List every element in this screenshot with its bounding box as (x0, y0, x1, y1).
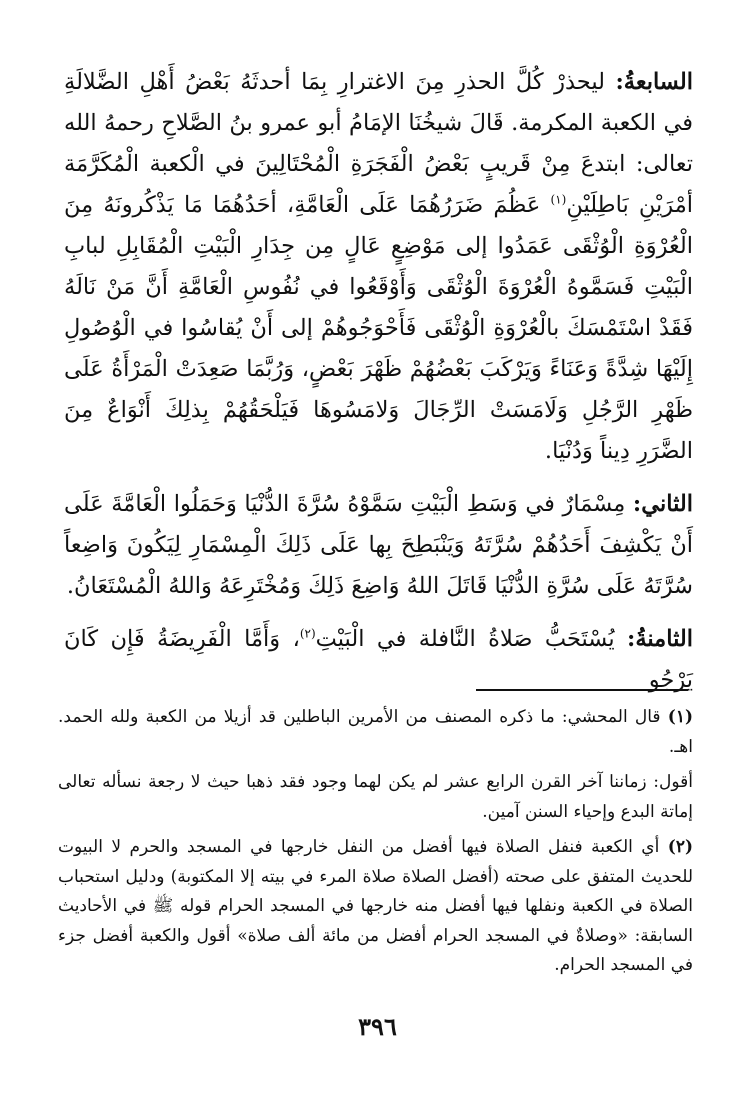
main-text (64, 62, 693, 713)
footnote-number: (٢) (667, 837, 693, 857)
footnote-text: قال المحشي: ما ذكره المصنف من الأمرين الباطلين قد أزيلا من الكعبة ولله الحمد. اهـ. (58, 707, 693, 757)
paragraph-lead: السابعةُ: (615, 69, 693, 95)
footnote-ref-2[interactable]: (٢) (299, 626, 316, 641)
footnote-1-comment (58, 768, 693, 827)
footnote-text: أي الكعبة فنفل الصلاة فيها أفضل من النفل خارجها في المسجد والحرم لا البيوت للحديث المتفق على صحته (أفضل الصلاة صلاة المرء في بيته إلا المكتوبة) ودليل استحباب الصلاة في الكعبة ونفلها فيها أفضل منه خارجها في المسجد الحرام قوله ﷺ في الأحاديث السابقة: «وصلاةٌ في المسجد الحرام أفضل من مائة ألف صلاة» أقول والكعبة أفضل جزء في المسجد الحرام. (58, 837, 693, 975)
page-number: ٣٩٦ (358, 1012, 397, 1041)
paragraph-text: يُسْتَحَبُّ صَلاةُ النَّافلة في الْبَيْتِ (315, 626, 628, 652)
paragraph-text-continued: عَظُمَ ضَرَرُهُمَا عَلَى الْعَامَّةِ، أحَدُهُمَا مَا يَذْكُرونَهُ مِنَ الْعُرْوَةِ الْوُثْقَى عَمَدُوا إلى مَوْضِعٍ عَالٍ مِن جِدَارِ الْبَيْتِ الْمُقَابِلِ لبابِ الْبَيْتِ فَسَمَّوهُ الْعُرْوَةَ الْوُثْقَى وَأَوْقَعُوا في نُفُوسِ الْعَامَّةِ أَنَّ مَنْ نَالَهُ فَقَدْ اسْتَمْسَكَ بالْعُرْوَةِ الْوُثْقَى فَأَحْوَجُوهُمْ إلى أَنْ يُقاسُوا في الْوُصُولِ إِلَيْهَا شِدَّةً وَعَنَاءً وَيَرْكَبَ بَعْضُهُمْ ظَهْرَ بَعْضٍ، وَرُبَّمَا صَعِدَتْ الْمَرْأَةُ عَلَى ظَهْرِ الرَّجُلِ وَلَامَسَتْ الرِّجَالَ وَلامَسُوهَا فَيَلْحَقُهُمْ بِذلِكَ أَنْوَاعٌ مِنَ الضَّرَرِ دِيناً وَدُنْيَا. (64, 192, 693, 464)
footnote-separator (476, 689, 688, 691)
paragraph-text-continued: ، وَأَمَّا الْفَرِيضَةُ فَإِن كَانَ يَرْجُو (64, 626, 693, 693)
footnote-2 (58, 833, 693, 981)
footnote-ref-1[interactable]: (١) (550, 192, 567, 207)
paragraph-text: ليحذرْ كُلَّ الحذرِ مِنَ الاغترارِ بِمَا أحدثَهُ بَعْضُ أَهْلِ الضَّلالَةِ في الكعبة المكرمة. قَالَ شيخُنَا الإمَامُ أبو عمرو بنُ الصَّلاحِ رحمهُ الله تعالى: ابتدعَ مِنْ قَريبٍ بَعْضُ الْفَجَرَةِ الْمُحْتَالِينَ في الْكعبة الْمُكَرَّمَة أمْرَيْنِ بَاطِلَيْنِ (64, 69, 694, 218)
paragraph-text: مِسْمَارٌ في وَسَطِ الْبَيْتِ سَمَّوْهُ سُرَّةَ الدُّنْيَا وَحَمَلُوا الْعَامَّةَ عَلَى أَنْ يَكْشِفَ أَحَدُهُمْ سُرَّتَهُ وَيَنْبَطِحَ بِها عَلَى ذَلِكَ الْمِسْمَارِ لِيَكُونَ وَاضِعاً سُرَّتَهُ عَلَى سُرَّةِ الدُّنْيَا قَاتَلَ اللهُ وَاضِعَ ذَلِكَ وَمُخْتَرِعَهُ وَاللهُ الْمُسْتَعَانُ. (64, 491, 693, 599)
paragraph-seventh (64, 62, 693, 472)
footnote-number: (١) (667, 707, 693, 727)
footnote-text: أقول: زماننا آخر القرن الرابع عشر لم يكن لهما وجود فقد ذهبا حيث لا رجعة نسأله تعالى إماتة البدع وإحياء السنن آمين. (58, 772, 693, 822)
footnotes (58, 703, 693, 987)
paragraph-second-innovation (64, 484, 693, 607)
paragraph-lead: الثامنةُ: (627, 626, 693, 652)
footnote-1 (58, 703, 693, 762)
paragraph-lead: الثاني: (632, 491, 693, 517)
